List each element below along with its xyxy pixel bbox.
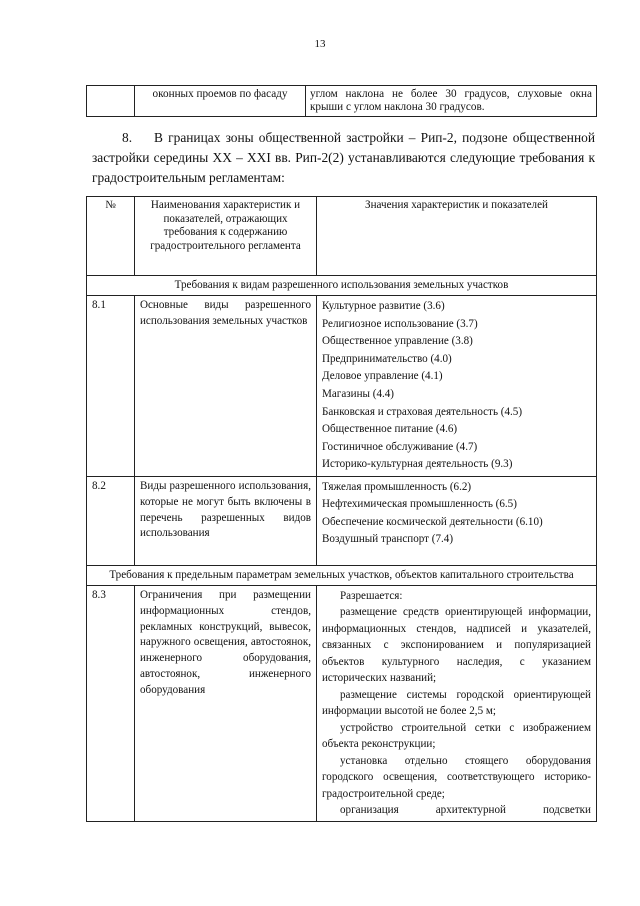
- list-item: Гостиничное обслуживание (4.7): [322, 440, 478, 453]
- section-row: [87, 565, 597, 585]
- list-item: Обеспечение космической деятельности (6.10): [322, 515, 543, 528]
- list-item: Историко-культурная деятельность (9.3): [322, 458, 513, 471]
- row-8-3-number: 8.3: [87, 585, 135, 821]
- row-8-2-number: 8.2: [87, 476, 135, 565]
- list-item: Религиозное использование (3.7): [322, 317, 478, 330]
- row-8-1-number: 8.1: [87, 296, 135, 477]
- intro-text: В границах зоны общественной застройки – Рип-2, подзоне общественной застройки середины XX – XXI вв. Рип-2(2) устанавливаются следующие требования к градостроительным регламентам:: [92, 130, 595, 185]
- table-row: [87, 86, 597, 117]
- table-header-row: [87, 197, 597, 276]
- continued-table-row: [86, 85, 597, 117]
- row-8-3-name: Ограничения при размещении информационных стендов, рекламных конструкций, вывесок, наружного освещения, автостоянок, инженерного оборудования, автостоянок, инженерного оборудования: [135, 585, 317, 821]
- row-8-1-values: [317, 296, 597, 477]
- section-title-2: Требования к предельным параметрам земельных участков, объектов капитального строительства: [87, 565, 597, 585]
- table-row: [87, 585, 597, 821]
- section-row: [87, 276, 597, 296]
- paragraph: размещение средств ориентирующей информации, информационных стендов, надписей и указателей, связанных с экспонированием и популяризацией объектов культурного наследия, с указанием исторических названий;: [322, 606, 591, 685]
- header-values: Значения характеристик и показателей: [317, 197, 597, 276]
- list-item: Тяжелая промышленность (6.2): [322, 480, 472, 493]
- paragraph: организация архитектурной подсветки: [340, 804, 591, 817]
- row-8-1-name: Основные виды разрешенного использования земельных участков: [135, 296, 317, 477]
- list-item: Общественное управление (3.8): [322, 335, 473, 348]
- page-number: 13: [314, 38, 326, 50]
- list-item: Общественное питание (4.6): [322, 423, 458, 436]
- list-item: Банковская и страховая деятельность (4.5): [322, 405, 523, 418]
- list-item: Магазины (4.4): [322, 387, 395, 400]
- intro-number: 8.: [122, 130, 133, 145]
- list-item: Воздушный транспорт (7.4): [322, 533, 454, 546]
- table-row: [87, 296, 597, 477]
- paragraph: установка отдельно стоящего оборудования городского освещения, соответствующего историко-градостроительной среде;: [322, 754, 591, 800]
- list-item: Культурное развитие (3.6): [322, 300, 445, 312]
- intro-paragraph: [92, 128, 595, 188]
- requirements-table: [86, 196, 597, 822]
- paragraph: размещение системы городской ориентирующей информации высотой не более 2,5 м;: [322, 688, 591, 718]
- list-item: Нефтехимическая промышленность (6.5): [322, 498, 517, 511]
- top-row-number: [87, 86, 135, 117]
- list-item: Деловое управление (4.1): [322, 370, 443, 383]
- row-8-2-values: [317, 476, 597, 565]
- paragraph: устройство строительной сетки с изображением объекта реконструкции;: [322, 721, 591, 751]
- table-row: [87, 476, 597, 565]
- header-name: Наименования характеристик и показателей, отражающих требования к содержанию градостроительного регламента: [135, 197, 317, 276]
- row-8-3-values: [317, 585, 597, 821]
- top-row-name: оконных проемов по фасаду: [135, 86, 306, 117]
- row-8-2-name: Виды разрешенного использования, которые не могут быть включены в перечень разрешенных видов использования: [135, 476, 317, 565]
- section-title-1: Требования к видам разрешенного использования земельных участков: [87, 276, 597, 296]
- top-row-value: углом наклона не более 30 градусов, слуховые окна крыши с углом наклона 30 градусов.: [306, 86, 597, 117]
- list-item: Предпринимательство (4.0): [322, 352, 452, 365]
- paragraph: Разрешается:: [340, 589, 403, 602]
- header-number: №: [87, 197, 135, 276]
